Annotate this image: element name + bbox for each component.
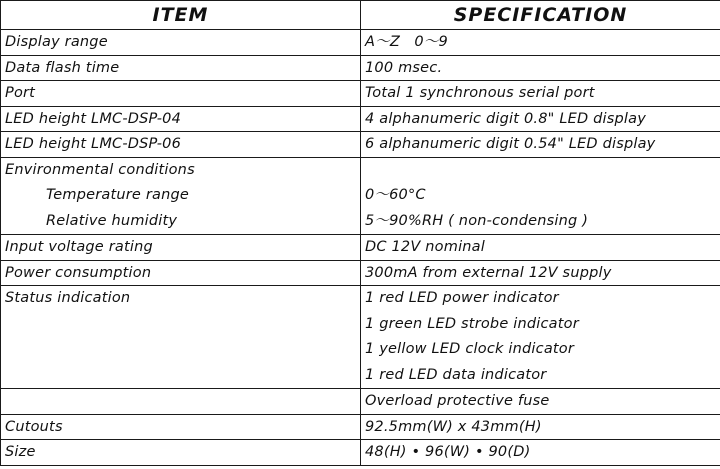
fuse-spec-cell: Overload protective fuse bbox=[361, 389, 720, 415]
status-line: 1 red LED data indicator bbox=[365, 366, 547, 383]
item-cell: Port bbox=[1, 81, 361, 107]
spec-cell: 92.5mm(W) x 43mm(H) bbox=[361, 414, 720, 440]
status-line: 1 yellow LED clock indicator bbox=[365, 341, 575, 357]
item-cell: Size bbox=[1, 440, 361, 466]
status-spec-cell bbox=[361, 286, 720, 389]
table-row bbox=[1, 106, 720, 132]
fuse-item-cell bbox=[1, 389, 361, 415]
spec-cell: 4 alphanumeric digit 0.8" LED display bbox=[361, 106, 720, 132]
spec-cell: 300mA from external 12V supply bbox=[361, 260, 720, 286]
spec-cell: DC 12V nominal bbox=[361, 235, 720, 261]
status-line: 1 green LED strobe indicator bbox=[365, 315, 579, 332]
spec-cell: 6 alphanumeric digit 0.54" LED display bbox=[361, 132, 720, 158]
table-row bbox=[1, 235, 720, 261]
item-cell: LED height LMC-DSP-04 bbox=[1, 106, 361, 132]
fuse-row bbox=[1, 389, 720, 415]
status-line: 1 red LED power indicator bbox=[365, 290, 559, 306]
environment-item-cell bbox=[1, 157, 361, 235]
spec-cell: 48(H) • 96(W) • 90(D) bbox=[361, 440, 720, 466]
table-row bbox=[1, 440, 720, 466]
status-item-cell bbox=[1, 286, 361, 389]
table-row bbox=[1, 30, 720, 56]
item-cell: Display range bbox=[1, 30, 361, 56]
environment-spacer bbox=[365, 158, 720, 184]
header-row bbox=[1, 1, 720, 30]
environment-row bbox=[1, 157, 720, 235]
status-row bbox=[1, 286, 720, 389]
table-row bbox=[1, 132, 720, 158]
item-cell: Power consumption bbox=[1, 260, 361, 286]
table-row bbox=[1, 414, 720, 440]
table-row bbox=[1, 260, 720, 286]
spec-cell: 100 msec. bbox=[361, 55, 720, 81]
table-row bbox=[1, 81, 720, 107]
item-cell: Cutouts bbox=[1, 414, 361, 440]
status-label: Status indication bbox=[5, 290, 131, 306]
humidity-label: Relative humidity bbox=[46, 212, 178, 229]
spec-cell: Total 1 synchronous serial port bbox=[361, 81, 720, 107]
temperature-value: 0～60°C bbox=[365, 187, 426, 203]
specification-column-header: SPECIFICATION bbox=[361, 1, 720, 30]
table-row bbox=[1, 55, 720, 81]
environment-title: Environmental conditions bbox=[5, 161, 195, 178]
environment-spec-cell bbox=[361, 157, 720, 235]
item-cell: Input voltage rating bbox=[1, 235, 361, 261]
item-cell: Data flash time bbox=[1, 55, 361, 81]
item-column-header: ITEM bbox=[1, 1, 361, 30]
temperature-label: Temperature range bbox=[46, 187, 190, 203]
humidity-value: 5～90%RH ( non-condensing ) bbox=[365, 212, 589, 229]
item-cell: LED height LMC-DSP-06 bbox=[1, 132, 361, 158]
spec-cell: A～Z 0～9 bbox=[361, 30, 720, 56]
